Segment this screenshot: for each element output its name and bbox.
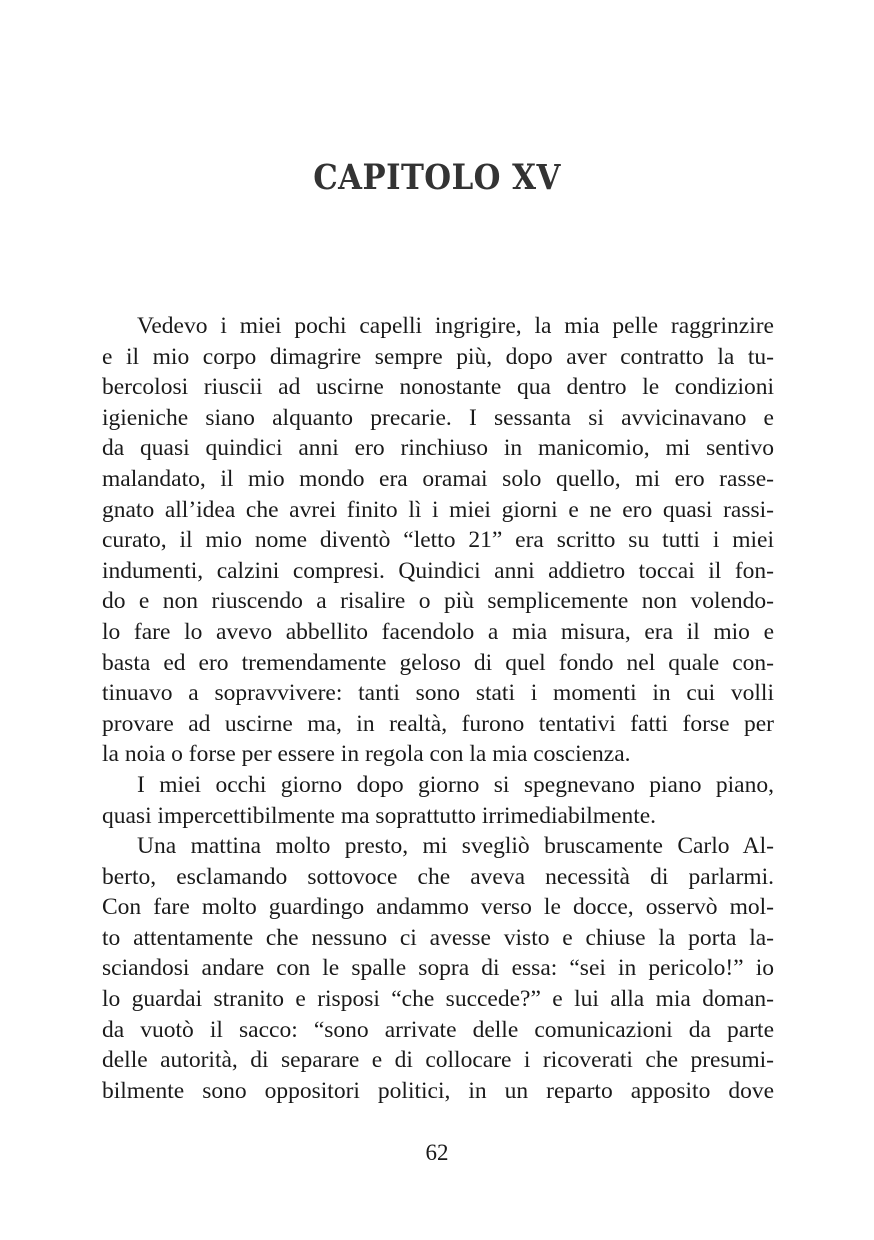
text-line: to attentamente che nessuno ci avesse visto e chiuse la porta la- bbox=[102, 924, 774, 951]
text-line: e il mio corpo dimagrire sempre più, dopo aver contratto la tu- bbox=[102, 343, 774, 370]
text-line: indumenti, calzini compresi. Quindici anni addietro toccai il fon- bbox=[102, 557, 774, 584]
text-line: da vuotò il sacco: “sono arrivate delle comunicazioni da parte bbox=[102, 1016, 774, 1043]
text-line: bilmente sono oppositori politici, in un reparto apposito dove bbox=[102, 1077, 774, 1104]
page-number: 62 bbox=[425, 1140, 449, 1165]
text-line: sciandosi andare con le spalle sopra di essa: “sei in pericolo!” io bbox=[102, 955, 774, 982]
text-line: berto, esclamando sottovoce che aveva necessità di parlarmi. bbox=[102, 863, 774, 890]
text-line: Vedevo i miei pochi capelli ingrigire, la mia pelle raggrinzire bbox=[137, 313, 774, 339]
text-line: I miei occhi giorno dopo giorno si spegnevano piano piano, bbox=[137, 771, 774, 798]
body-text bbox=[102, 311, 774, 1106]
text-line: do e non riuscendo a risalire o più semplicemente non volendo- bbox=[102, 588, 774, 615]
text-line: la noia o forse per essere in regola con la mia coscienza. bbox=[102, 741, 631, 768]
text-line: malandato, il mio mondo era oramai solo quello, mi ero rasse- bbox=[102, 465, 774, 492]
text-line: quasi impercettibilmente ma soprattutto irrimediabilmente. bbox=[102, 802, 657, 829]
text-line: tinuavo a sopravvivere: tanti sono stati i momenti in cui volli bbox=[102, 680, 774, 707]
text-line: curato, il mio nome diventò “letto 21” era scritto su tutti i miei bbox=[102, 527, 774, 554]
paragraph bbox=[102, 311, 774, 770]
text-line: provare ad uscirne ma, in realtà, furono tentativi fatti forse per bbox=[102, 710, 774, 737]
chapter-title: CAPITOLO XV bbox=[313, 157, 561, 199]
text-line: igieniche siano alquanto precarie. I sessanta si avvicinavano e bbox=[102, 404, 774, 431]
text-line: bercolosi riuscii ad uscirne nonostante qua dentro le condizioni bbox=[102, 374, 774, 401]
text-line: basta ed ero tremendamente geloso di quel fondo nel quale con- bbox=[102, 649, 774, 676]
text-line: lo fare lo avevo abbellito facendolo a mia misura, era il mio e bbox=[102, 618, 774, 645]
text-line: lo guardai stranito e risposi “che succede?” e lui alla mia doman- bbox=[102, 986, 774, 1013]
paragraph bbox=[102, 770, 774, 831]
paragraph bbox=[102, 831, 774, 1106]
text-line: da quasi quindici anni ero rinchiuso in manicomio, mi sentivo bbox=[102, 435, 774, 462]
text-line: delle autorità, di separare e di collocare i ricoverati che presumi- bbox=[102, 1047, 774, 1074]
text-line: Con fare molto guardingo andammo verso le docce, osservò mol- bbox=[102, 894, 774, 921]
text-line: gnato all’idea che avrei finito lì i miei giorni e ne ero quasi rassi- bbox=[102, 496, 774, 523]
text-line: Una mattina molto presto, mi svegliò bruscamente Carlo Al- bbox=[137, 833, 774, 860]
